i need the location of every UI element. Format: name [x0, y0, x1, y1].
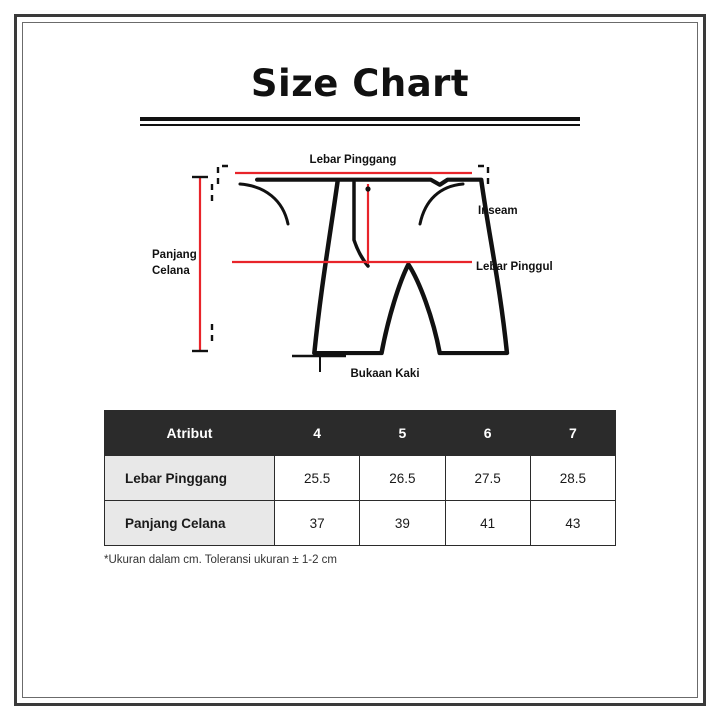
label-leg-opening: Bukaan Kaki	[350, 368, 420, 380]
cell-waist-5: 26.5	[360, 456, 445, 501]
row-label-waist: Lebar Pinggang	[105, 456, 275, 501]
title-underline	[140, 117, 580, 126]
header-size-6: 6	[445, 411, 530, 456]
header-size-5: 5	[360, 411, 445, 456]
title-rule-thin	[140, 124, 580, 126]
cell-length-6: 41	[445, 501, 530, 546]
label-inseam: Inseam	[478, 205, 518, 217]
table-row	[105, 501, 616, 546]
size-table	[104, 410, 616, 546]
label-hip-width: Lebar Pinggul	[476, 261, 553, 273]
header-size-7: 7	[530, 411, 615, 456]
shorts-diagram-svg	[80, 144, 640, 394]
cell-length-4: 37	[275, 501, 360, 546]
cell-length-7: 43	[530, 501, 615, 546]
cell-waist-4: 25.5	[275, 456, 360, 501]
shorts-outline-icon	[240, 180, 507, 353]
size-table-body	[105, 456, 616, 546]
size-table-head	[105, 411, 616, 456]
cell-waist-6: 27.5	[445, 456, 530, 501]
content-area	[40, 40, 680, 680]
page-title: Size Chart	[250, 62, 470, 105]
row-label-length: Panjang Celana	[105, 501, 275, 546]
cell-waist-7: 28.5	[530, 456, 615, 501]
measurement-footnote: *Ukuran dalam cm. Toleransi ukuran ± 1-2 cm	[104, 554, 337, 566]
table-row	[105, 456, 616, 501]
table-header-row	[105, 411, 616, 456]
header-size-4: 4	[275, 411, 360, 456]
title-rule-thick	[140, 117, 580, 121]
cell-length-5: 39	[360, 501, 445, 546]
label-pants-length-line1: Panjang	[152, 249, 197, 261]
shorts-diagram	[40, 144, 680, 404]
label-pants-length-line2: Celana	[152, 265, 190, 277]
header-attribute: Atribut	[105, 411, 275, 456]
inseam-point-marker	[365, 186, 370, 191]
size-table-container	[104, 410, 616, 566]
label-waist-width: Lebar Pinggang	[309, 154, 397, 166]
